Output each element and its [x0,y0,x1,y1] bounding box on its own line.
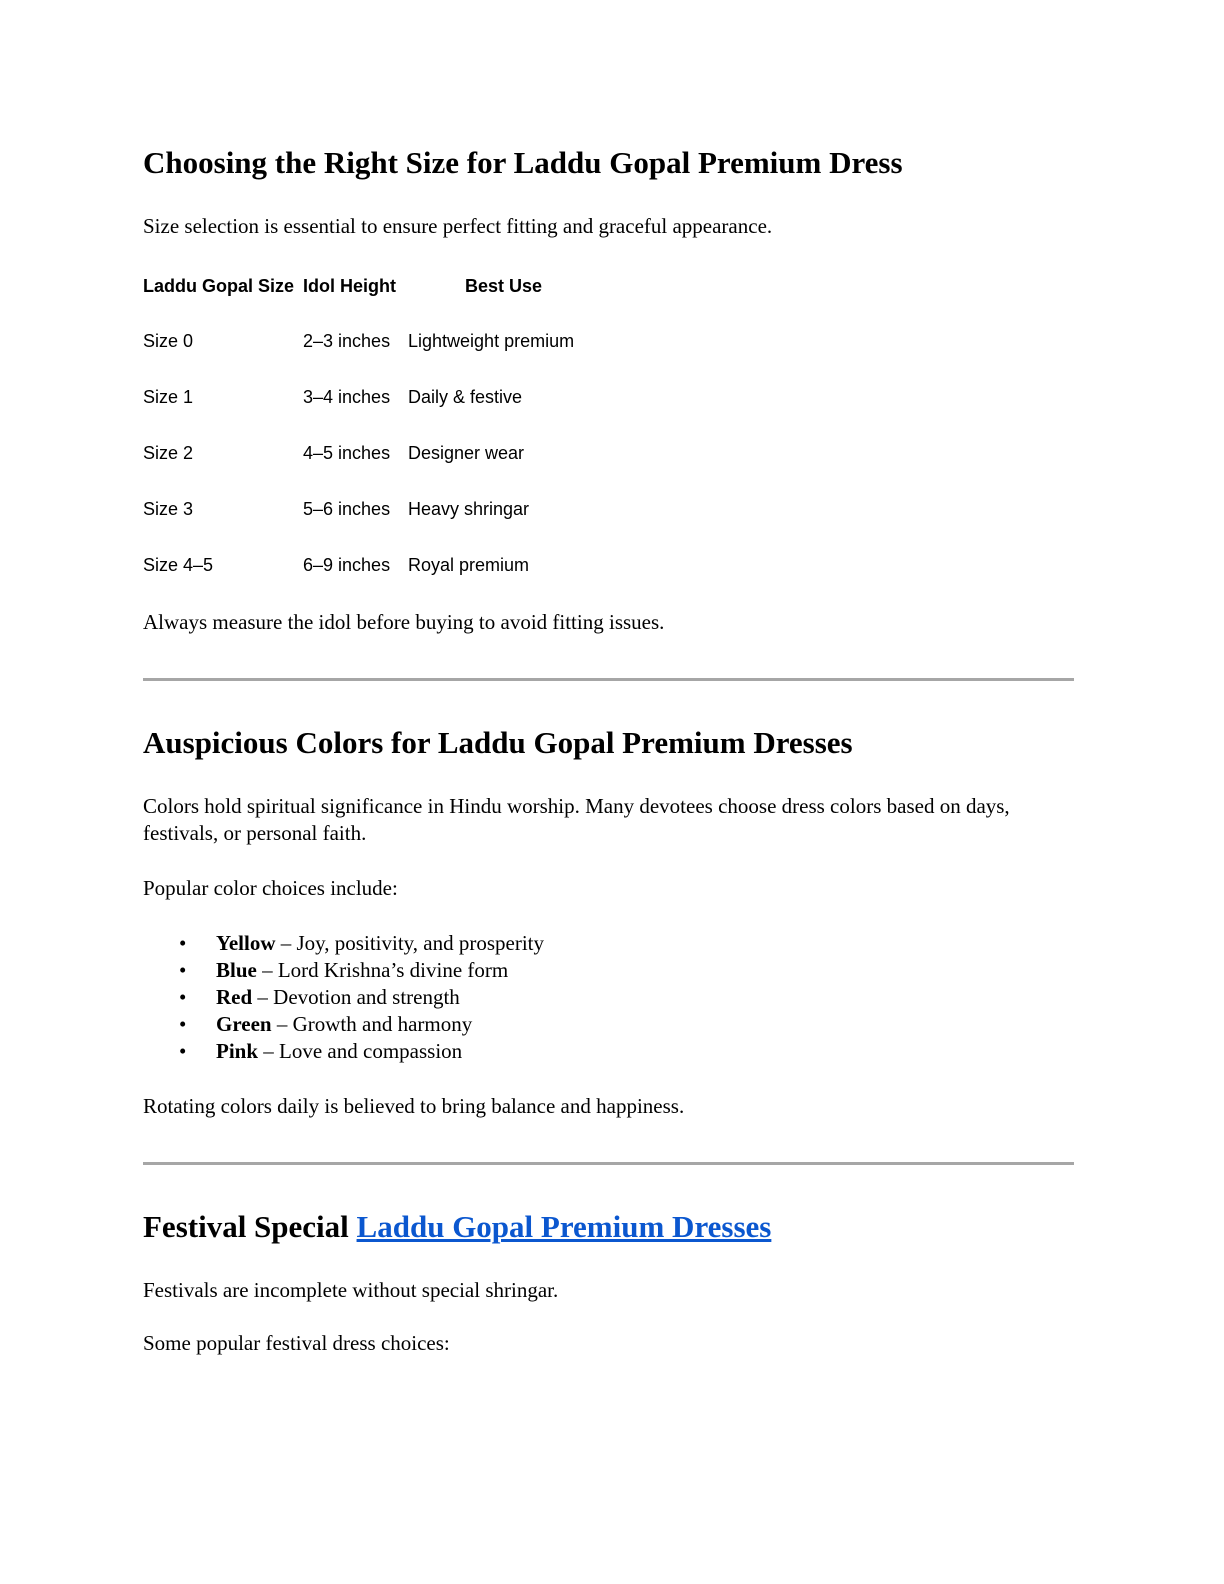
table-cell: Size 1 [143,387,194,407]
table-cell: Size 2 [143,443,194,463]
heading-size-section: Choosing the Right Size for Laddu Gopal Premium Dress [143,145,903,180]
color-desc: – Joy, positivity, and prosperity [275,931,545,955]
color-desc: – Lord Krishna’s divine form [256,958,509,982]
table-cell: Size 0 [143,331,194,351]
section-divider [143,678,1074,681]
table-cell: 4–5 inches [303,443,391,463]
size-table [143,274,1074,577]
paragraph-rotating-note: Rotating colors daily is believed to bring balance and happiness. [143,1094,685,1118]
color-desc: – Love and compassion [258,1039,463,1063]
paragraph-festival-intro: Festivals are incomplete without special shringar. [143,1278,559,1302]
table-row [143,553,1074,577]
section-divider [143,1162,1074,1165]
color-term: Pink [216,1039,259,1063]
paragraph-colors-intro: Colors hold spiritual significance in Hindu worship. Many devotees choose dress colors based on days, festivals, or personal faith. [143,794,1010,845]
color-term: Green [216,1012,272,1036]
color-term: Blue [216,958,257,982]
table-cell: Daily & festive [408,387,523,407]
list-item [216,957,1074,984]
table-cell: 3–4 inches [303,387,391,407]
color-desc: – Devotion and strength [252,985,460,1009]
premium-dresses-link[interactable]: Laddu Gopal Premium Dresses [356,1209,772,1244]
heading-festival-prefix: Festival Special [143,1209,357,1244]
paragraph-measure-note: Always measure the idol before buying to avoid fitting issues. [143,610,665,634]
size-table-header-row [143,274,1074,298]
size-table-header-cell: Idol Height [303,276,396,296]
table-cell: 2–3 inches [303,331,391,351]
list-item [216,930,1074,957]
table-cell: Size 4–5 [143,555,214,575]
table-cell: Size 3 [143,499,194,519]
paragraph-festival-choices-lead: Some popular festival dress choices: [143,1331,450,1355]
color-list [143,930,1074,1065]
size-table-header-cell: Best Use [465,276,543,296]
table-row [143,329,1074,353]
color-term: Yellow [216,931,276,955]
table-cell: Lightweight premium [408,331,575,351]
size-table-header-cell: Laddu Gopal Size [143,276,295,296]
table-row [143,441,1074,465]
paragraph-color-choices-lead: Popular color choices include: [143,876,398,900]
table-cell: 6–9 inches [303,555,391,575]
table-row [143,497,1074,521]
table-cell: 5–6 inches [303,499,391,519]
color-desc: – Growth and harmony [271,1012,473,1036]
list-item [216,1038,1074,1065]
color-term: Red [216,985,253,1009]
table-cell: Heavy shringar [408,499,530,519]
heading-festival-section [143,1209,1074,1245]
heading-colors-section: Auspicious Colors for Laddu Gopal Premium Dresses [143,725,853,760]
paragraph-size-intro: Size selection is essential to ensure perfect fitting and graceful appearance. [143,214,773,238]
table-cell: Royal premium [408,555,530,575]
table-cell: Designer wear [408,443,525,463]
table-row [143,385,1074,409]
list-item [216,984,1074,1011]
list-item [216,1011,1074,1038]
